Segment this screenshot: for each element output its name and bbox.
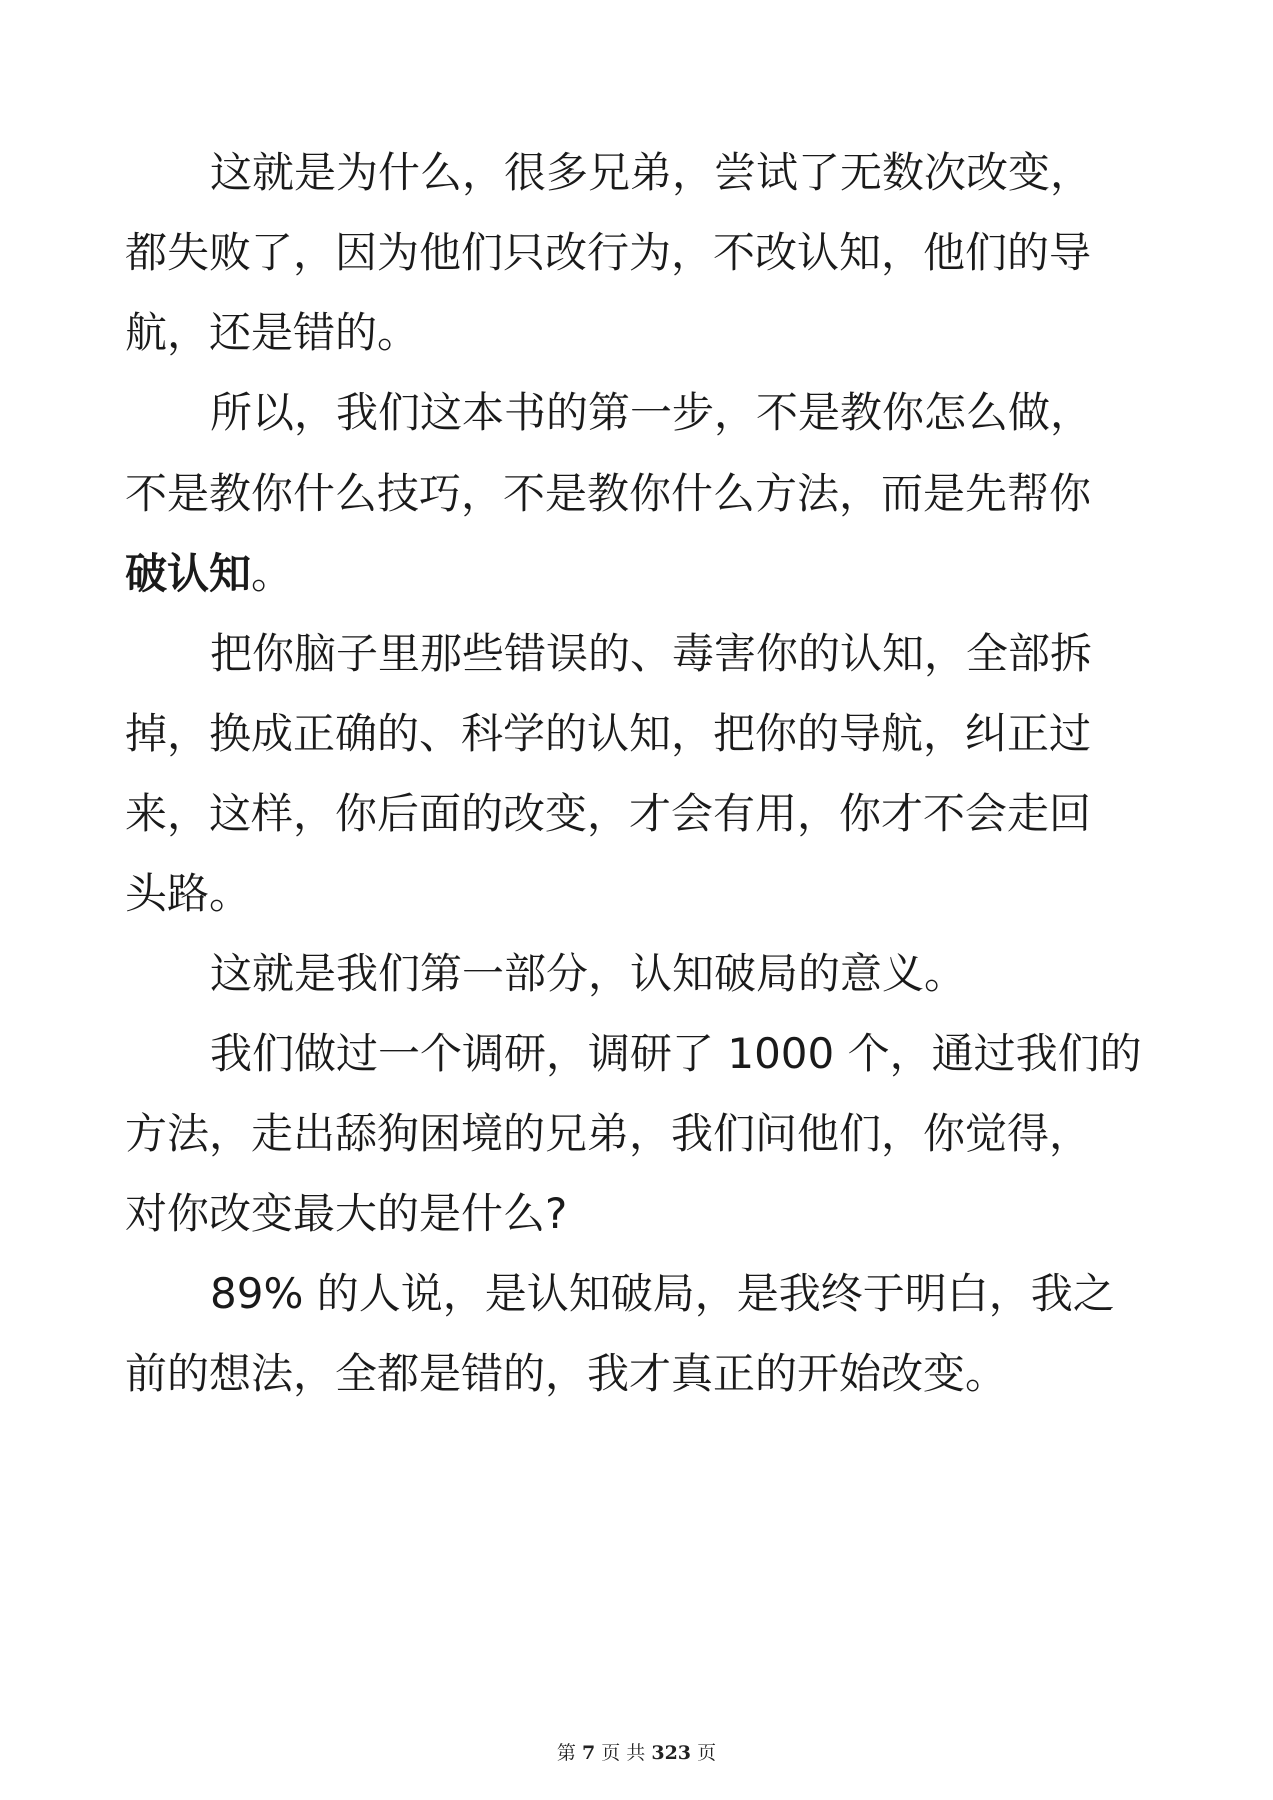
paragraph-3-line-4: 头路。 bbox=[125, 869, 252, 918]
paragraph-1-line-3: 航，还是错的。 bbox=[125, 308, 420, 357]
paragraph-2-line-2: 不是教你什么技巧，不是教你什么方法，而是先帮你 bbox=[125, 469, 1092, 518]
paragraph-5-line-1: 我们做过一个调研，调研了 1000 个，通过我们的 bbox=[210, 1029, 1142, 1078]
footer-suffix: 页 bbox=[697, 1742, 717, 1764]
paragraph-3-line-3: 来，这样，你后面的改变，才会有用，你才不会走回 bbox=[125, 789, 1092, 838]
paragraph-5-line-3: 对你改变最大的是什么? bbox=[125, 1189, 568, 1238]
bold-phrase: 破认知 bbox=[125, 549, 252, 598]
paragraph-2-line-3 bbox=[125, 549, 294, 598]
footer-prefix: 第 bbox=[556, 1742, 576, 1764]
page-number-footer bbox=[0, 1738, 1273, 1765]
paragraph-6-line-1: 89% 的人说，是认知破局，是我终于明白，我之 bbox=[210, 1269, 1115, 1318]
paragraph-6-line-2: 前的想法，全都是错的，我才真正的开始改变。 bbox=[125, 1349, 1008, 1398]
paragraph-3-line-2: 掉，换成正确的、科学的认知，把你的导航，纠正过 bbox=[125, 709, 1092, 758]
paragraph-1-line-1: 这就是为什么，很多兄弟，尝试了无数次改变， bbox=[210, 148, 1093, 197]
paragraph-3-line-1: 把你脑子里那些错误的、毒害你的认知，全部拆 bbox=[210, 629, 1093, 678]
paragraph-2-line-1: 所以，我们这本书的第一步，不是教你怎么做， bbox=[210, 388, 1093, 437]
paragraph-5-line-2: 方法，走出舔狗困境的兄弟，我们问他们，你觉得， bbox=[125, 1109, 1092, 1158]
total-page-number: 323 bbox=[651, 1742, 692, 1764]
paragraph-4-line-1: 这就是我们第一部分，认知破局的意义。 bbox=[210, 949, 967, 998]
current-page-number: 7 bbox=[581, 1742, 596, 1764]
paragraph-2-tail: 。 bbox=[251, 549, 294, 598]
paragraph-1-line-2: 都失败了，因为他们只改行为，不改认知，他们的导 bbox=[125, 228, 1092, 277]
footer-middle: 页 共 bbox=[601, 1742, 646, 1764]
